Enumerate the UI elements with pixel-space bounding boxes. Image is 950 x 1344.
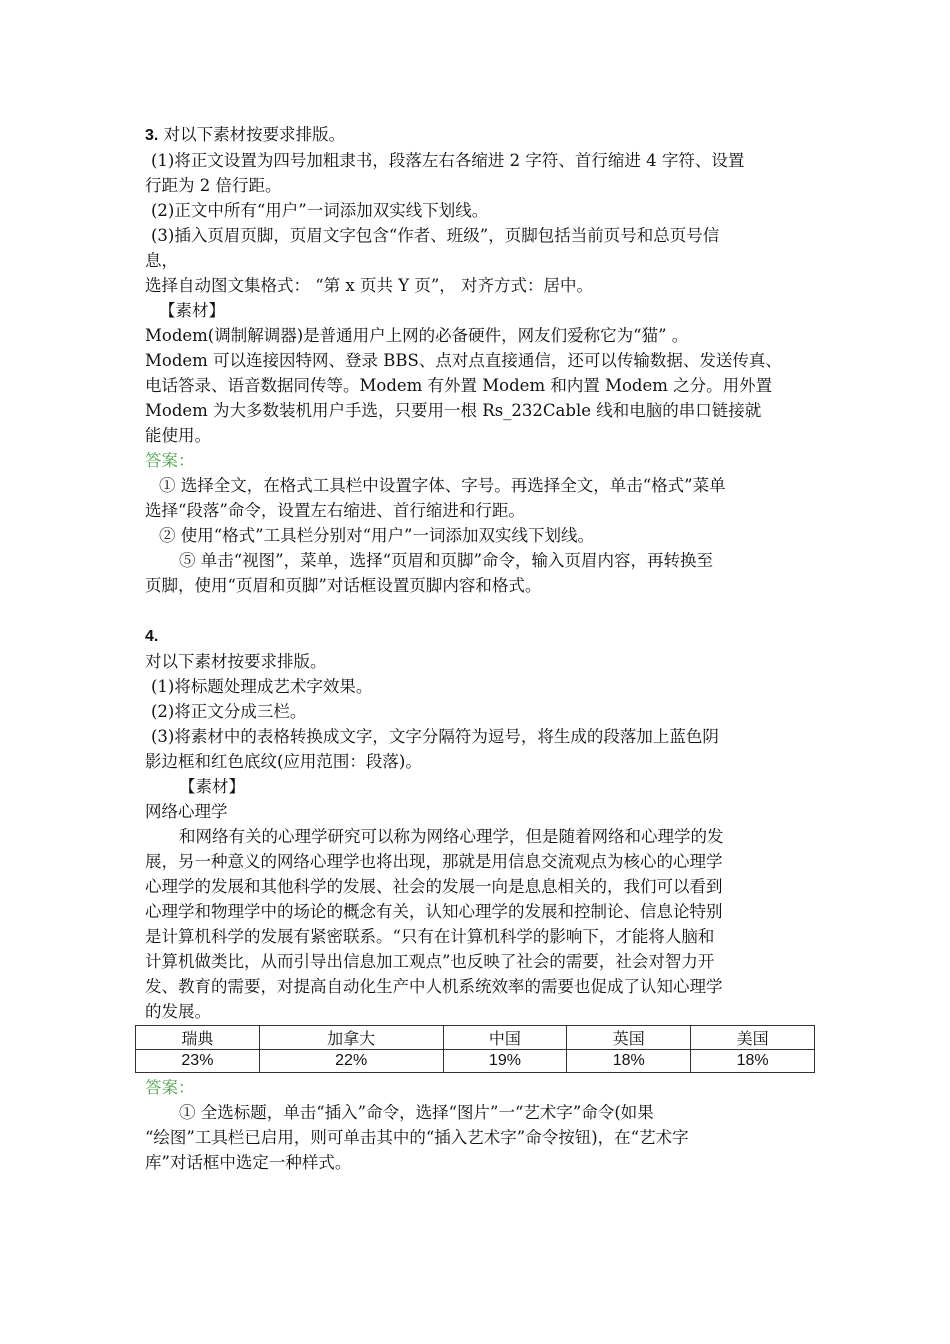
q3-material-line: Modem 可以连接因特网、登录 BBS、点对点直接通信，还可以传输数据、发送传真、 [145,351,782,370]
q4-answer-label: 答案： [145,1078,195,1097]
q3-answer-line: ⑤ 单击“视图”，菜单，选择“页眉和页脚”命令，输入页眉内容，再转换至 [179,551,713,570]
q4-answer-line: ① 全选标题，单击“插入”命令，选择“图片”一“艺术字”命令(如果 [179,1103,654,1122]
q4-material-line: 发、教育的需要，对提高自动化生产中人机系统效率的需要也促成了认知心理学 [145,977,723,996]
q4-material-label: 【素材】 [179,777,245,796]
q3-number: 3. [145,127,159,144]
q4-material-line: 展，另一种意义的网络心理学也将出现，那就是用信息交流观点为核心的心理学 [145,852,723,871]
q3-requirement-2: (2)正文中所有“用户”一词添加双实线下划线。 [151,201,489,220]
q4-requirement-3: (3)将素材中的表格转换成文字，文字分隔符为逗号，将生成的段落加上蓝色阴 [151,727,719,746]
q4-material-line: 的发展。 [145,1002,211,1021]
q4-material-line: 计算机做类比，从而引导出信息加工观点”也反映了社会的需要，社会对智力开 [145,952,715,971]
q4-material-line: 心理学的发展和其他科学的发展、社会的发展一向是息息相关的，我们可以看到 [145,877,723,896]
q4-answer-line: 库”对话框中选定一种样式。 [145,1153,352,1172]
table-row [136,1050,815,1073]
q3-answer-label: 答案： [145,451,195,470]
table-header-cell: 英国 [567,1026,691,1050]
table-cell: 23% [136,1050,260,1073]
q3-material-label: 【素材】 [159,301,225,320]
q3-answer-line: ① 选择全文，在格式工具栏中设置字体、字号。再选择全文，单击“格式”菜单 [159,476,726,495]
spacer [145,598,815,623]
q3-answer-line: ② 使用“格式”工具栏分别对“用户”一词添加双实线下划线。 [159,526,594,545]
q3-requirement-3-format: 选择自动图文集格式： “第 x 页共 Y 页”， 对齐方式：居中。 [145,276,594,295]
q3-answer-line: 页脚，使用“页眉和页脚”对话框设置页脚内容和格式。 [145,576,542,595]
table-header-cell: 瑞典 [136,1026,260,1050]
q3-answer-line: 选择“段落”命令，设置左右缩进、首行缩进和行距。 [145,501,525,520]
table-cell: 19% [443,1050,567,1073]
q4-number: 4. [145,628,159,645]
table-header-cell: 美国 [691,1026,815,1050]
country-percentage-table [135,1025,815,1073]
q4-requirement-1: (1)将标题处理成艺术字效果。 [151,677,373,696]
q3-requirement-1-cont: 行距为 2 倍行距。 [145,176,282,195]
q3-heading [145,122,815,148]
q4-title: 对以下素材按要求排版。 [145,652,327,671]
q3-material-line: 能使用。 [145,426,211,445]
q4-requirement-3-cont: 影边框和红色底纹(应用范围：段落)。 [145,752,422,771]
q4-material-line: 是计算机科学的发展有紧密联系。“只有在计算机科学的影响下，才能将人脑和 [145,927,715,946]
q3-requirement-3-cont: 息， [145,251,178,270]
table-header-row [136,1026,815,1050]
q4-answer-line: “绘图”工具栏已启用，则可单击其中的“插入艺术字”命令按钮)，在“艺术字 [145,1128,689,1147]
q3-requirement-3: (3)插入页眉页脚，页眉文字包含“作者、班级”，页脚包括当前页号和总页号信 [151,226,720,245]
table-header-cell: 中国 [443,1026,567,1050]
q4-heading [145,623,815,649]
q3-material-line: Modem(调制解调器)是普通用户上网的必备硬件，网友们爱称它为“猫” 。 [145,326,689,345]
q4-material-line: 和网络有关的心理学研究可以称为网络心理学，但是随着网络和心理学的发 [179,827,724,846]
document-page [145,122,815,1175]
table-cell: 18% [691,1050,815,1073]
q4-material-line: 心理学和物理学中的场论的概念有关，认知心理学的发展和控制论、信息论特别 [145,902,723,921]
q4-material-title: 网络心理学 [145,802,228,821]
q3-title: 对以下素材按要求排版。 [163,125,346,144]
table-cell: 22% [259,1050,443,1073]
q3-material-line: Modem 为大多数装机用户手选，只要用一根 Rs_232Cable 线和电脑的串口链接就 [145,401,762,420]
table-header-cell: 加拿大 [259,1026,443,1050]
q3-requirement-1: (1)将正文设置为四号加粗隶书，段落左右各缩进 2 字符、首行缩进 4 字符、设置 [151,151,745,170]
q4-requirement-2: (2)将正文分成三栏。 [151,702,307,721]
q3-material-line: 电话答录、语音数据同传等。Modem 有外置 Modem 和内置 Modem 之分。用外置 [145,376,773,395]
table-cell: 18% [567,1050,691,1073]
